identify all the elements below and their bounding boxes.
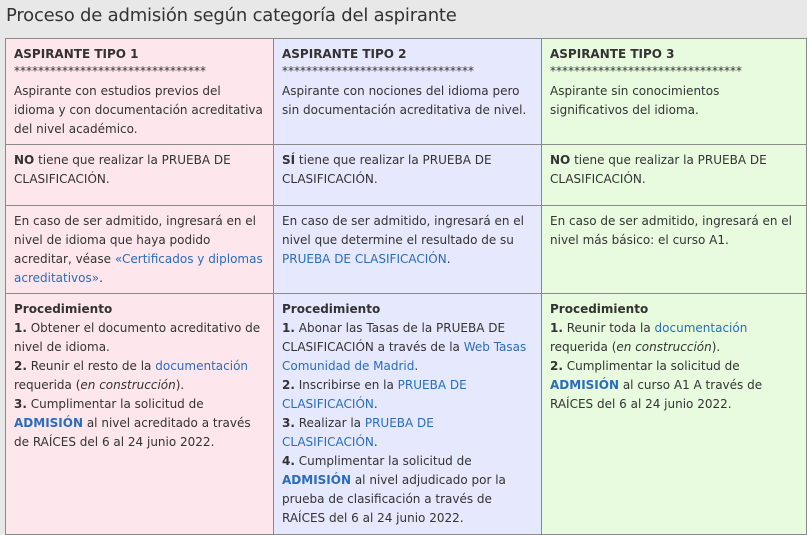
stars-divider: ******************************** xyxy=(550,64,742,78)
procedure-step xyxy=(282,414,533,452)
prueba-cell xyxy=(542,145,807,206)
prueba-text: tiene que realizar la PRUEBA DE CLASIFICACIÓN. xyxy=(282,153,492,186)
table-row xyxy=(6,39,807,145)
admission-text: En caso de ser admitido, ingresará en el nivel más básico: el curso A1. xyxy=(550,214,793,247)
documentacion-link[interactable]: documentación xyxy=(155,359,249,373)
step-number: 2. xyxy=(550,359,563,373)
admision-link-label: ADMISIÓN xyxy=(550,378,620,392)
admission-text: En caso de ser admitido, ingresará en el nivel de idioma que haya podido acreditar, véase xyxy=(14,214,257,266)
prueba-strong: NO xyxy=(550,153,571,167)
prueba-clasificacion-link[interactable]: PRUEBA DE CLASIFICACIÓN xyxy=(282,378,467,411)
step-text: ). xyxy=(175,378,185,392)
step-text: Cumplimentar la solicitud de xyxy=(294,454,472,468)
table-row xyxy=(6,206,807,294)
procedure-title: Procedimiento xyxy=(14,302,113,316)
type-description: Aspirante con estudios previos del idioma y con documentación acreditativa del nivel académico. xyxy=(14,84,263,136)
type1-header-cell xyxy=(6,39,274,145)
admision-link[interactable] xyxy=(14,416,83,430)
step-text: al nivel adjudicado por la prueba de clasificación a través de RAÍCES del 6 al 24 junio 2022. xyxy=(282,473,506,525)
certificados-link[interactable]: «Certificados y diplomas acreditativos» xyxy=(14,252,263,285)
step-number: 1. xyxy=(282,321,295,335)
step-number: 2. xyxy=(14,359,27,373)
prueba-text: tiene que realizar la PRUEBA DE CLASIFICACIÓN. xyxy=(14,153,231,186)
procedure-step xyxy=(282,319,533,376)
step-text: ). xyxy=(711,340,721,354)
step-text: Cumplimentar la solicitud de xyxy=(26,397,204,411)
procedure-step xyxy=(14,319,265,357)
step-text: Reunir el resto de la xyxy=(26,359,156,373)
step-number: 4. xyxy=(282,454,295,468)
step-text: Reunir toda la xyxy=(562,321,655,335)
step-text: . xyxy=(373,397,378,411)
step-note: en construcción xyxy=(80,378,176,392)
prueba-clasificacion-link[interactable]: PRUEBA DE CLASIFICACIÓN xyxy=(282,416,434,449)
procedure-title: Procedimiento xyxy=(550,302,649,316)
procedure-cell xyxy=(6,294,274,535)
page-title: Proceso de admisión según categoría del aspirante xyxy=(6,5,457,26)
step-number: 1. xyxy=(550,321,563,335)
admision-link-label: ADMISIÓN xyxy=(282,473,352,487)
documentacion-link[interactable]: documentación xyxy=(654,321,748,335)
step-number: 3. xyxy=(14,397,27,411)
stars-divider: ******************************** xyxy=(14,64,206,78)
step-text: Abonar las Tasas de la PRUEBA DE CLASIFICACIÓN a través de la xyxy=(282,321,506,354)
type-description: Aspirante sin conocimientos significativos del idioma. xyxy=(550,84,720,117)
prueba-text: tiene que realizar la PRUEBA DE CLASIFICACIÓN. xyxy=(550,153,767,186)
type3-header-cell xyxy=(542,39,807,145)
stars-divider: ******************************** xyxy=(282,64,474,78)
procedure-title: Procedimiento xyxy=(282,302,381,316)
prueba-clasificacion-link[interactable]: PRUEBA DE CLASIFICACIÓN xyxy=(282,252,447,266)
column-header: ASPIRANTE TIPO 3 xyxy=(550,47,675,61)
admission-text: En caso de ser admitido, ingresará en el nivel que determine el resultado de su xyxy=(282,214,525,247)
admision-link-label: ADMISIÓN xyxy=(14,416,84,430)
step-text: Inscribirse en la xyxy=(294,378,398,392)
step-text: Realizar la xyxy=(294,416,365,430)
admission-cell xyxy=(274,206,542,294)
step-text: al curso A1 A través de RAÍCES del 6 al 24 junio 2022. xyxy=(550,378,763,411)
step-text: Cumplimentar la solicitud de xyxy=(562,359,740,373)
table-row xyxy=(6,294,807,535)
admission-cell xyxy=(6,206,274,294)
prueba-strong: SÍ xyxy=(282,153,296,167)
column-header: ASPIRANTE TIPO 1 xyxy=(14,47,139,61)
table-row xyxy=(6,145,807,206)
procedure-cell xyxy=(274,294,542,535)
admision-link[interactable] xyxy=(282,473,351,487)
step-number: 1. xyxy=(14,321,27,335)
type2-header-cell xyxy=(274,39,542,145)
procedure-step xyxy=(550,357,798,414)
web-tasas-link[interactable]: Web Tasas Comunidad de Madrid xyxy=(282,340,527,373)
prueba-cell xyxy=(274,145,542,206)
step-text: requerida ( xyxy=(550,340,617,354)
admission-end: . xyxy=(446,252,451,266)
step-text: . xyxy=(414,359,419,373)
prueba-cell xyxy=(6,145,274,206)
procedure-cell xyxy=(542,294,807,535)
step-number: 3. xyxy=(282,416,295,430)
column-header: ASPIRANTE TIPO 2 xyxy=(282,47,407,61)
step-text: requerida ( xyxy=(14,378,81,392)
procedure-step xyxy=(282,452,533,528)
admision-link[interactable] xyxy=(550,378,619,392)
step-text: Obtener el documento acreditativo de nivel de idioma. xyxy=(14,321,261,354)
admission-end: . xyxy=(99,271,103,285)
procedure-step xyxy=(550,319,798,357)
step-note: en construcción xyxy=(616,340,712,354)
type-description: Aspirante con nociones del idioma pero sin documentación acreditativa de nivel. xyxy=(282,84,527,117)
procedure-step xyxy=(14,357,265,395)
step-text: al nivel acreditado a través de RAÍCES del 6 al 24 junio 2022. xyxy=(14,416,251,449)
prueba-strong: NO xyxy=(14,153,35,167)
procedure-step xyxy=(282,376,533,414)
admission-cell xyxy=(542,206,807,294)
procedure-step xyxy=(14,395,265,452)
step-number: 2. xyxy=(282,378,295,392)
step-text: . xyxy=(373,435,378,449)
admission-table xyxy=(5,38,807,535)
